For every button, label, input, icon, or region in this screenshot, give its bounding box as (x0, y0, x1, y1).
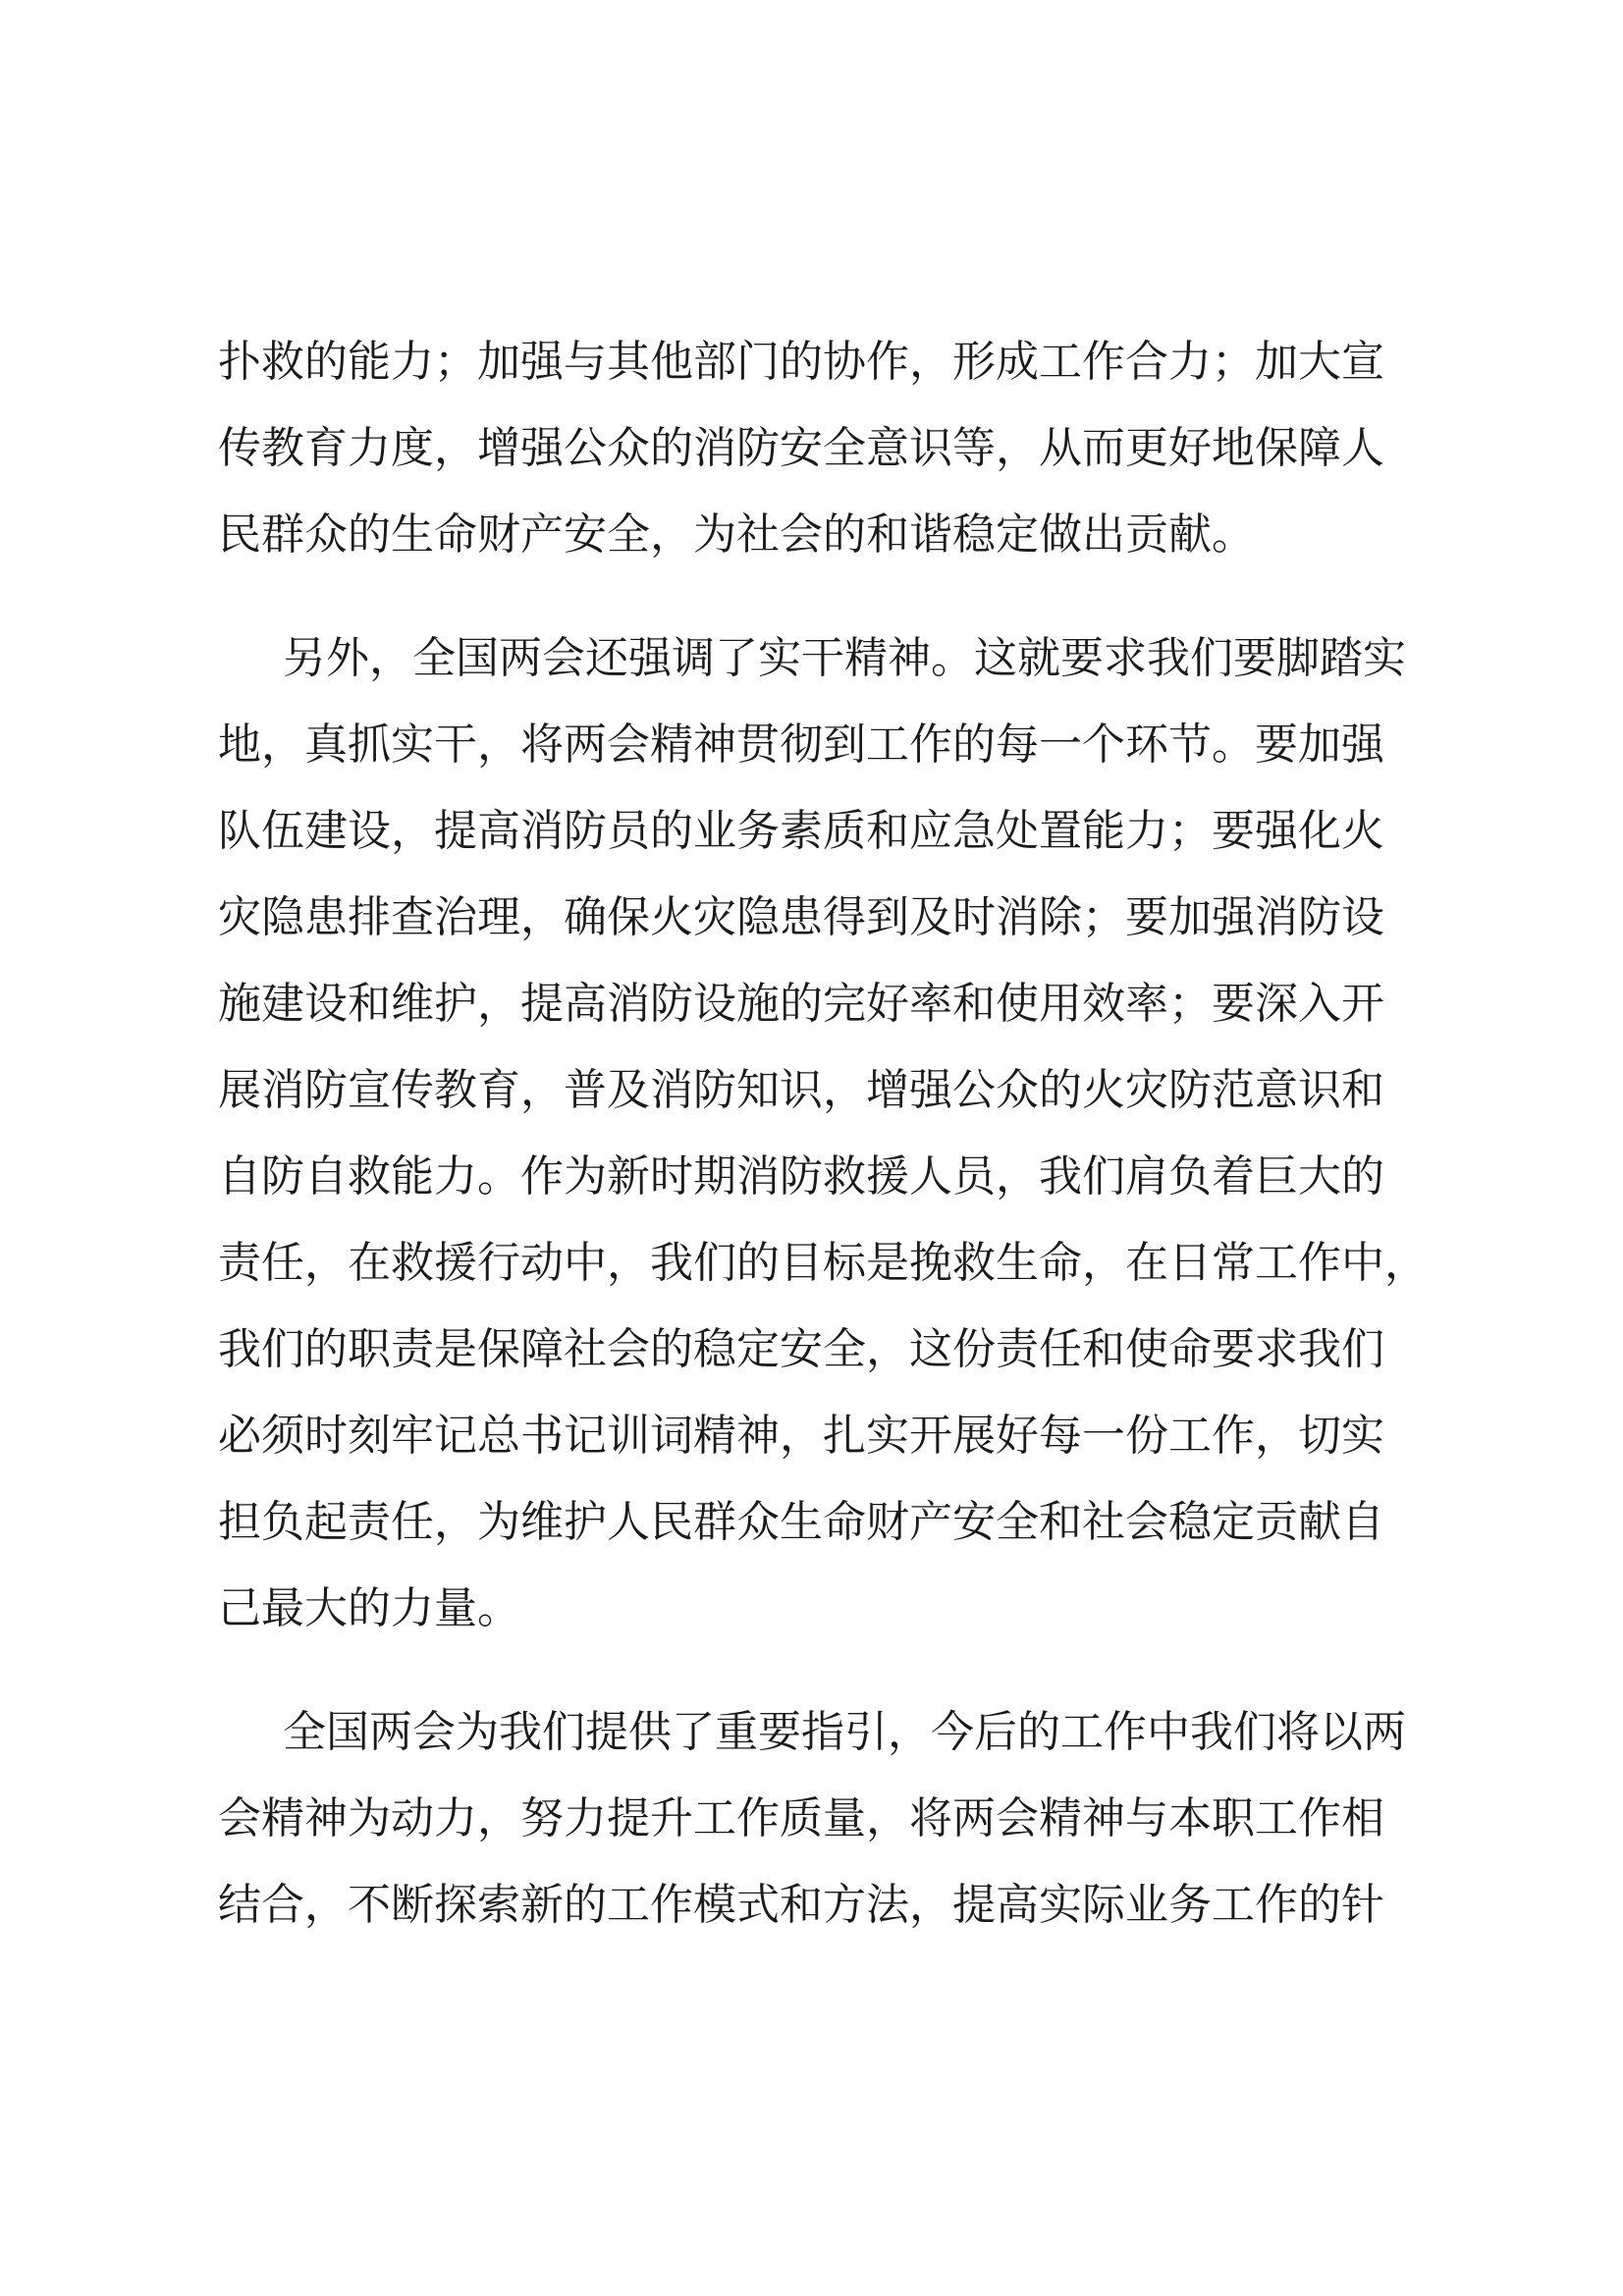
text-line: 责任，在救援行动中，我们的目标是挽救生命，在日常工作中， (218, 1238, 1428, 1288)
text-line: 会精神为动力，努力提升工作质量，将两会精神与本职工作相 (218, 1793, 1384, 1843)
text-line: 己最大的力量。 (218, 1583, 520, 1633)
text-line: 地，真抓实干，将两会精神贯彻到工作的每一个环节。要加强 (218, 720, 1384, 770)
text-line: 全国两会为我们提供了重要指引，今后的工作中我们将以两 (283, 1707, 1406, 1757)
text-line: 结合，不断探索新的工作模式和方法，提高实际业务工作的针 (218, 1880, 1384, 1930)
text-line: 自防自救能力。作为新时期消防救援人员，我们肩负着巨大的 (218, 1151, 1384, 1201)
text-line: 展消防宣传教育，普及消防知识，增强公众的火灾防范意识和 (218, 1065, 1384, 1115)
paragraph-2 (218, 615, 1445, 1652)
text-line: 我们的职责是保障社会的稳定安全，这份责任和使命要求我们 (218, 1324, 1384, 1374)
paragraph-spacer (218, 578, 1445, 615)
text-line: 民群众的生命财产安全，为社会的和谐稳定做出贡献。 (218, 509, 1255, 560)
text-line: 传教育力度，增强公众的消防安全意识等，从而更好地保障人 (218, 423, 1384, 473)
paragraph-1 (218, 319, 1445, 578)
document-body (218, 319, 1445, 1949)
text-line: 队伍建设，提高消防员的业务素质和应急处置能力；要强化火 (218, 806, 1384, 856)
text-line: 施建设和维护，提高消防设施的完好率和使用效率；要深入开 (218, 979, 1384, 1029)
paragraph-spacer (218, 1652, 1445, 1689)
paragraph-3 (218, 1689, 1445, 1949)
text-line: 担负起责任，为维护人民群众生命财产安全和社会稳定贡献自 (218, 1497, 1384, 1547)
text-line: 灾隐患排查治理，确保火灾隐患得到及时消除；要加强消防设 (218, 892, 1384, 942)
text-line: 扑救的能力；加强与其他部门的协作，形成工作合力；加大宣 (218, 337, 1384, 387)
text-line: 另外，全国两会还强调了实干精神。这就要求我们要脚踏实 (283, 633, 1406, 683)
text-line: 必须时刻牢记总书记训词精神，扎实开展好每一份工作，切实 (218, 1411, 1384, 1461)
